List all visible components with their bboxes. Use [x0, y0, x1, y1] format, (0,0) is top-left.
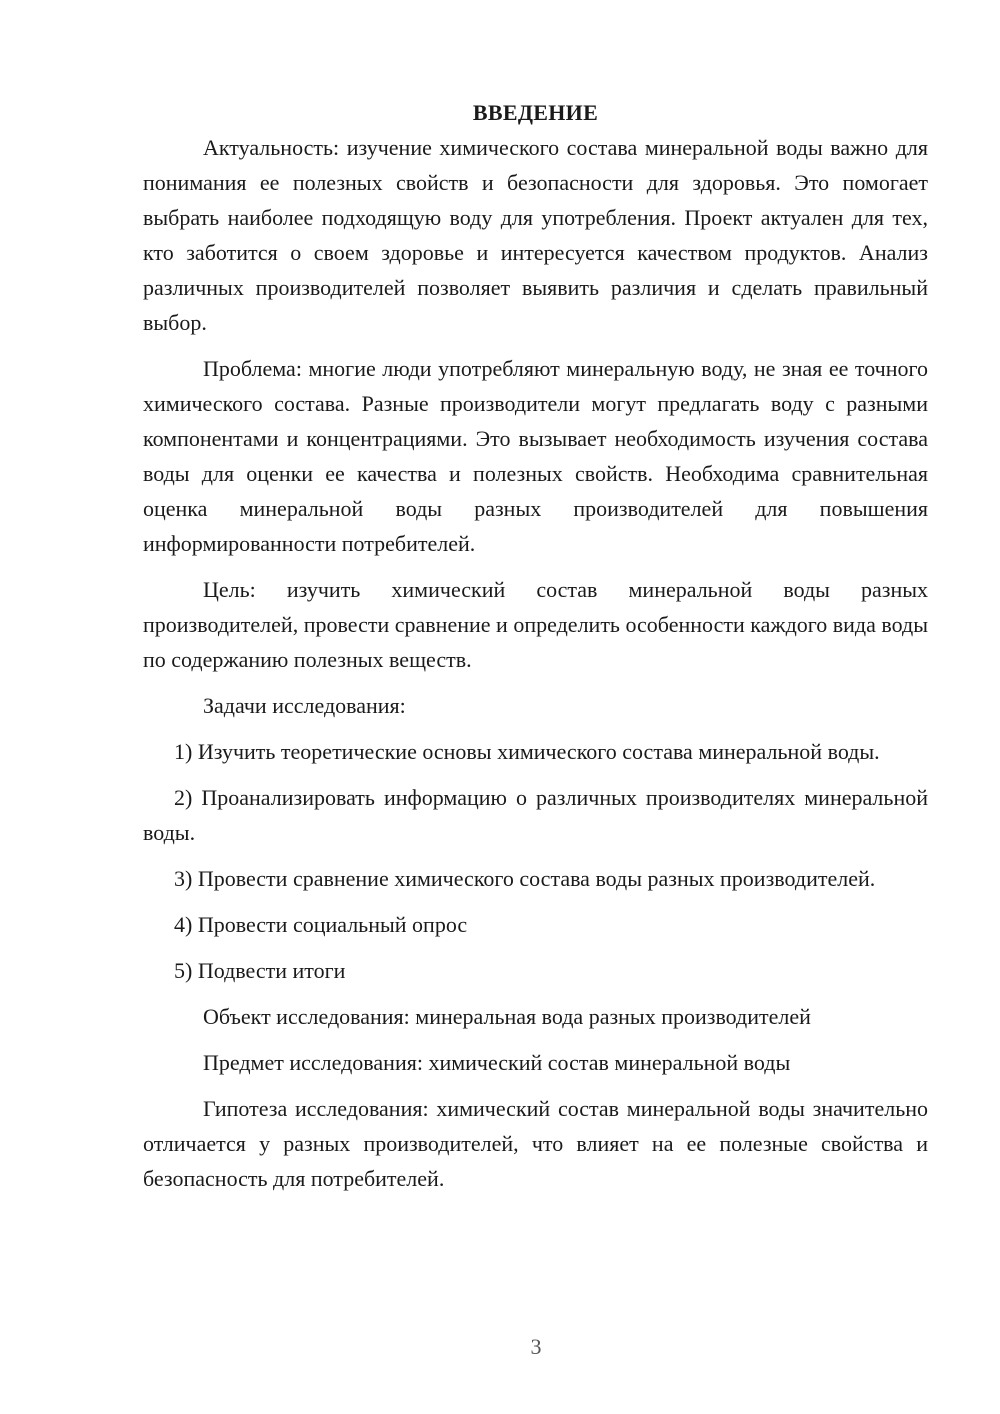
tasks-heading: Задачи исследования:: [203, 693, 406, 718]
task-item-2: 2) Проанализировать информацию о различных производителях минеральной воды.: [143, 785, 928, 845]
task-item-4: 4) Провести социальный опрос: [174, 912, 468, 937]
goal-paragraph: Цель: изучить химический состав минеральной воды разных производителей, провести сравнение и определить особенности каждого вида воды по содержанию полезных веществ.: [143, 577, 928, 672]
page-number: 3: [530, 1334, 542, 1359]
relevance-paragraph: Актуальность: изучение химического состава минеральной воды важно для понимания ее полезных свойств и безопасности для здоровья. Это помогает выбрать наиболее подходящую воду для употребления. Проект актуален для тех, кто заботится о своем здоровье и интересуется качеством продуктов. Анализ различных производителей позволяет выявить различия и сделать правильный выбор.: [143, 135, 928, 335]
page-content: [143, 95, 928, 1207]
task-item-5: 5) Подвести итоги: [174, 958, 346, 983]
problem-paragraph: Проблема: многие люди употребляют минеральную воду, не зная ее точного химического состава. Разные производители могут предлагать воду с разными компонентами и концентрациями. Это вызывает необходимость изучения состава воды для оценки ее качества и полезных свойств. Необходима сравнительная оценка минеральной воды разных производителей для повышения информированности потребителей.: [143, 356, 928, 556]
research-subject: Предмет исследования: химический состав минеральной воды: [203, 1050, 791, 1075]
page-title: ВВЕДЕНИЕ: [472, 100, 599, 125]
research-object: Объект исследования: минеральная вода разных производителей: [203, 1004, 811, 1029]
hypothesis-paragraph: Гипотеза исследования: химический состав минеральной воды значительно отличается у разных производителей, что влияет на ее полезные свойства и безопасность для потребителей.: [143, 1096, 928, 1191]
task-item-3: 3) Провести сравнение химического состава воды разных производителей.: [174, 866, 876, 891]
task-item-1: 1) Изучить теоретические основы химического состава минеральной воды.: [174, 739, 880, 764]
